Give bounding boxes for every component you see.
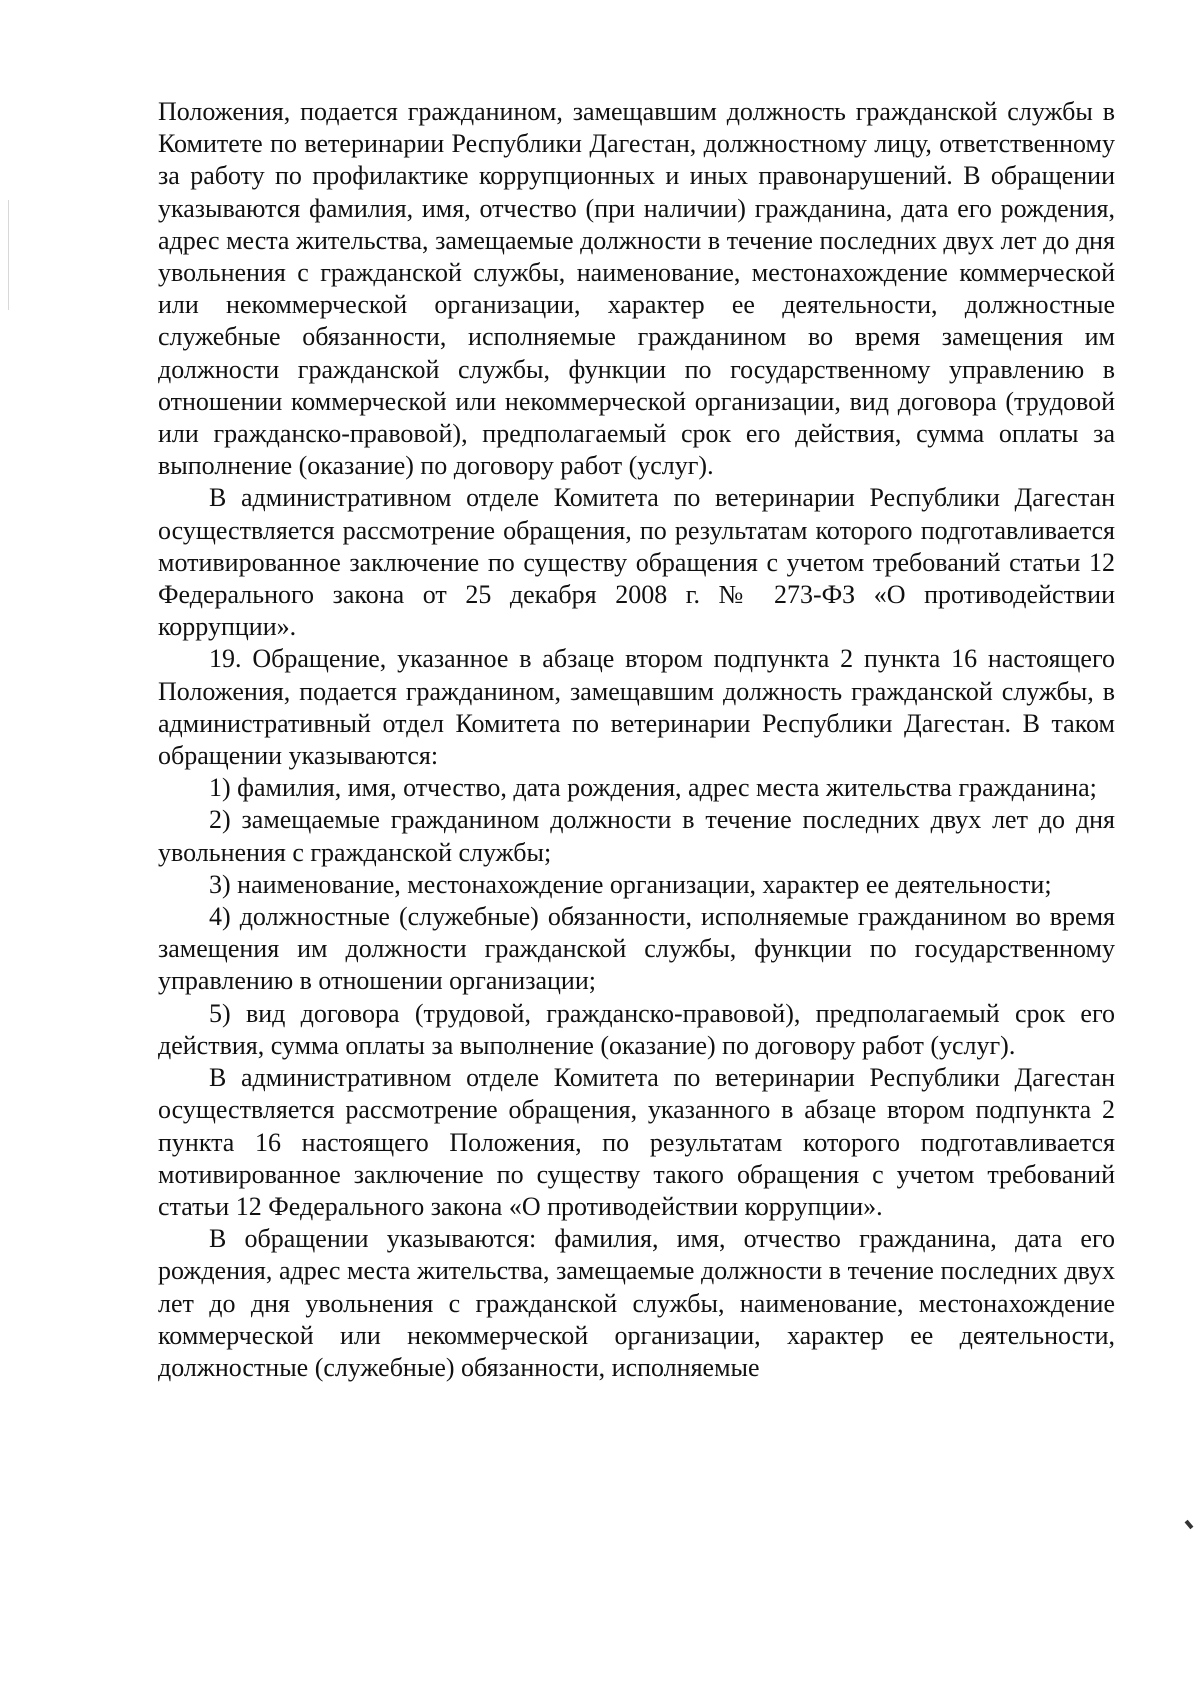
paragraph-continuation: Положения, подается гражданином, замещавшим должность гражданской службы в Комитете по ветеринарии Республики Дагестан, должностному лицу, ответственному за работу по профилактике коррупционных и иных правонарушений. В обращении указываются фамилия, имя, отчество (при наличии) гражданина, дата его рождения, адрес места жительства, замещаемые должности в течение последних двух лет до дня увольнения с гражданской службы, наименование, местонахождение коммерческой или некоммерческой организации, характер ее деятельности, должностные служебные обязанности, исполняемые гражданином во время замещения им должности гражданской службы, функции по государственному управлению в отношении коммерческой или некоммерческой организации, вид договора (трудовой или гражданско-правовой), предполагаемый срок его действия, сумма оплаты за выполнение (оказание) по договору работ (услуг). [158, 97, 1115, 481]
list-item-2: 2) замещаемые гражданином должности в течение последних двух лет до дня увольнения с гражданской службы; [158, 805, 1115, 867]
paragraph-appeal-contents: В обращении указываются: фамилия, имя, отчество гражданина, дата его рождения, адрес места жительства, замещаемые должности в течение последних двух лет до дня увольнения с гражданской службы, наименование, местонахождение коммерческой или некоммерческой организации, характер ее деятельности, должностные (служебные) обязанности, исполняемые [158, 1224, 1115, 1382]
document-body [158, 96, 1115, 1384]
scan-mark-left [8, 200, 9, 310]
paragraph-review-conclusion: В административном отделе Комитета по ветеринарии Республики Дагестан осуществляется рассмотрение обращения, указанного в абзаце втором подпункта 2 пункта 16 настоящего Положения, по результатам которого подготавливается мотивированное заключение по существу такого обращения с учетом требований статьи 12 Федерального закона «О противодействии коррупции». [158, 1063, 1115, 1221]
list-item-5: 5) вид договора (трудовой, гражданско-правовой), предполагаемый срок его действия, сумма оплаты за выполнение (оказание) по договору работ (услуг). [158, 998, 1115, 1060]
scan-mark-right [1185, 1520, 1194, 1529]
paragraph-review-department: В административном отделе Комитета по ветеринарии Республики Дагестан осуществляется рассмотрение обращения, по результатам которого подготавливается мотивированное заключение по существу обращения с учетом требований статьи 12 Федерального закона от 25 декабря 2008 г. № 273-ФЗ «О противодействии коррупции». [158, 483, 1115, 642]
paragraph-item-19: 19. Обращение, указанное в абзаце втором подпункта 2 пункта 16 настоящего Положения, подается гражданином, замещавшим должность гражданской службы, в административный отдел Комитета по ветеринарии Республики Дагестан. В таком обращении указываются: [158, 644, 1115, 771]
list-item-3: 3) наименование, местонахождение организации, характер ее деятельности; [209, 869, 1052, 899]
list-item-4: 4) должностные (служебные) обязанности, исполняемые гражданином во время замещения им должности гражданской службы, функции по государственному управлению в отношении организации; [158, 902, 1115, 996]
list-item-1: 1) фамилия, имя, отчество, дата рождения, адрес места жительства гражданина; [209, 773, 1097, 803]
